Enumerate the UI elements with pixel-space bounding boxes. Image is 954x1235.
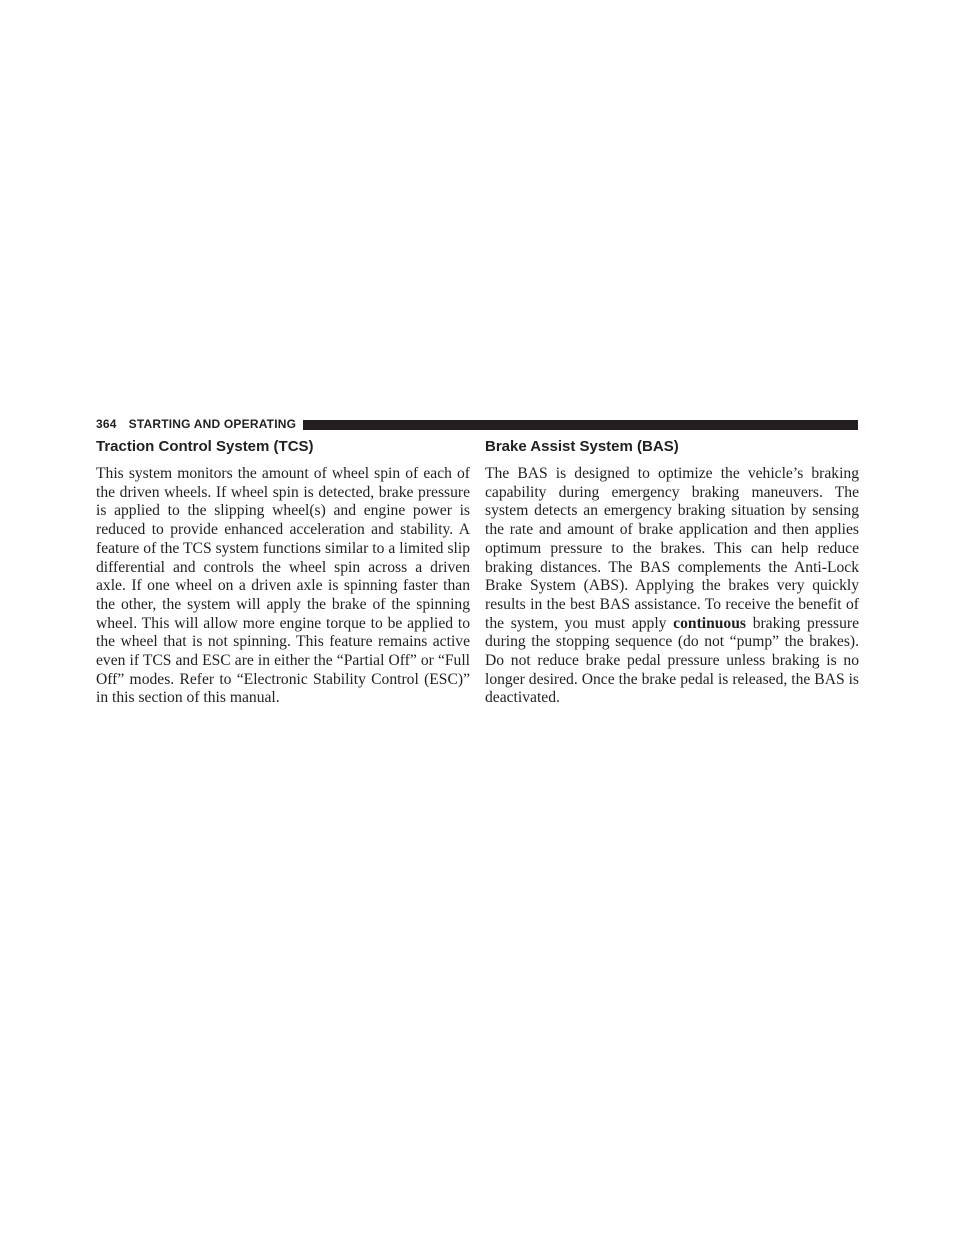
bas-text-part-1: The BAS is designed to optimize the vehicle’s braking capability during emergency braking maneuvers. The system detects an emergency braking situation by sensing the rate and amount of brake application and then applies optimum pressure to the brakes. This can help reduce braking distances. The BAS complements the Anti-Lock Brake System (ABS). Applying the brakes very quickly results in the best BAS assistance. To receive the benefit of the system, you must apply bbox=[485, 465, 859, 632]
tcs-heading: Traction Control System (TCS) bbox=[96, 438, 314, 455]
left-column bbox=[96, 437, 470, 708]
section-title: STARTING AND OPERATING bbox=[128, 417, 297, 431]
bas-text-part-2: braking pressure during the stopping sequence (do not “pump” the brakes). Do not reduce brake pedal pressure unless braking is no longer desired. Once the brake pedal is released, the BAS is deactivated. bbox=[485, 614, 859, 707]
bas-bold-word: continuous bbox=[673, 614, 746, 632]
header-rule bbox=[303, 420, 858, 430]
bas-paragraph bbox=[485, 465, 859, 708]
right-column bbox=[485, 437, 859, 708]
bas-heading: Brake Assist System (BAS) bbox=[485, 438, 679, 455]
tcs-paragraph: This system monitors the amount of wheel spin of each of the driven wheels. If wheel spin is detected, brake pressure is applied to the slipping wheel(s) and engine power is reduced to provide enhanced acceleration and stability. A feature of the TCS system functions similar to a limited slip differential and controls the wheel spin across a driven axle. If one wheel on a driven axle is spinning faster than the other, the system will apply the brake of the spinning wheel. This will allow more engine torque to be applied to the wheel that is not spinning. This feature remains active even if TCS and ESC are in either the “Partial Off” or “Full Off” modes. Refer to “Electronic Stability Control (ESC)” in this section of this manual. bbox=[96, 465, 470, 707]
page-number: 364 bbox=[96, 417, 117, 431]
page-header bbox=[96, 416, 858, 432]
